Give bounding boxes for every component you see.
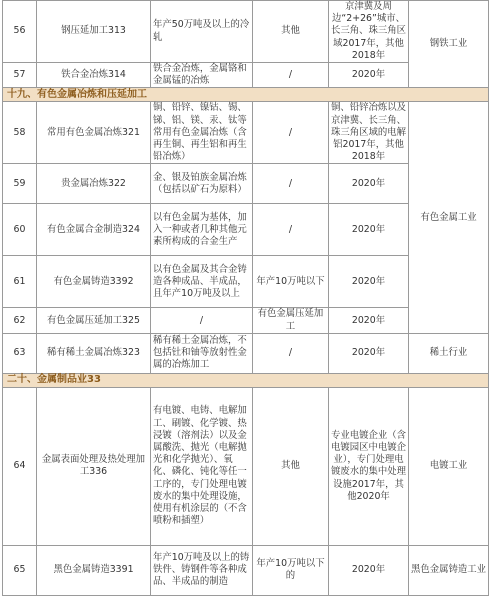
simplified-management-scope: /: [253, 63, 329, 88]
simplified-management-scope: /: [253, 164, 329, 204]
industry-name: 有色金属合金制造324: [37, 204, 151, 256]
industry-category: 电镀工业: [409, 387, 489, 545]
row-number: 57: [3, 63, 37, 88]
deadline: 专业电镀企业（含电镀园区中电镀企业），专门处理电镀废水的集中处理设施2017年，其他2020年: [329, 387, 409, 545]
deadline: 京津冀及周边“2+26”城市、长三角、珠三角区域2017年，其他2018年: [329, 1, 409, 63]
deadline: 2020年: [329, 333, 409, 373]
industry-category: 有色金属工业: [409, 102, 489, 333]
deadline: 2020年: [329, 204, 409, 256]
key-management-scope: 年产10万吨及以上的铸铁件、铸钢件等各种成品、半成品的制造: [151, 545, 253, 595]
row-number: 59: [3, 164, 37, 204]
industry-name: 钢压延加工313: [37, 1, 151, 63]
simplified-management-scope: /: [253, 102, 329, 164]
permit-table: [2, 0, 489, 596]
industry-name: 有色金属铸造3392: [37, 256, 151, 308]
table-row: [3, 102, 489, 164]
industry-name: 常用有色金属冶炼321: [37, 102, 151, 164]
industry-name: 贵金属冶炼322: [37, 164, 151, 204]
simplified-management-scope: 年产10万吨以下: [253, 256, 329, 308]
table-row: [3, 1, 489, 63]
key-management-scope: /: [151, 308, 253, 333]
table-row: [3, 545, 489, 595]
row-number: 58: [3, 102, 37, 164]
table-row: [3, 333, 489, 373]
industry-category: 黑色金属铸造工业: [409, 545, 489, 595]
key-management-scope: 以有色金属为基体，加入一种或者几种其他元素所构成的合金生产: [151, 204, 253, 256]
industry-name: 铁合金冶炼314: [37, 63, 151, 88]
row-number: 56: [3, 1, 37, 63]
deadline: 2020年: [329, 164, 409, 204]
industry-name: 稀有稀土金属冶炼323: [37, 333, 151, 373]
row-number: 62: [3, 308, 37, 333]
industry-name: 有色金属压延加工325: [37, 308, 151, 333]
simplified-management-scope: /: [253, 204, 329, 256]
table-row: [3, 387, 489, 545]
deadline: 2020年: [329, 308, 409, 333]
section-title: 十九、有色金属冶炼和压延加工: [3, 88, 489, 102]
row-number: 64: [3, 387, 37, 545]
deadline: 2020年: [329, 256, 409, 308]
row-number: 60: [3, 204, 37, 256]
row-number: 65: [3, 545, 37, 595]
key-management-scope: 稀有稀土金属冶炼，不包括钍和铀等放射性金属的冶炼加工: [151, 333, 253, 373]
section-header-row: [3, 373, 489, 387]
row-number: 63: [3, 333, 37, 373]
simplified-management-scope: 有色金属压延加工: [253, 308, 329, 333]
key-management-scope: 年产50万吨及以上的冷轧: [151, 1, 253, 63]
section-header-row: [3, 88, 489, 102]
industry-category: 钢铁工业: [409, 1, 489, 88]
section-title: 二十、金属制品业33: [3, 373, 489, 387]
deadline: 2020年: [329, 545, 409, 595]
key-management-scope: 铁合金冶炼，金属铬和金属锰的冶炼: [151, 63, 253, 88]
deadline: 铜、铅锌冶炼以及京津冀、长三角、珠三角区域的电解铝2017年，其他2018年: [329, 102, 409, 164]
simplified-management-scope: 年产10万吨以下的: [253, 545, 329, 595]
industry-category: 稀土行业: [409, 333, 489, 373]
row-number: 61: [3, 256, 37, 308]
deadline: 2020年: [329, 63, 409, 88]
simplified-management-scope: 其他: [253, 387, 329, 545]
key-management-scope: 金、银及铂族金属冶炼（包括以矿石为原料）: [151, 164, 253, 204]
industry-name: 黑色金属铸造3391: [37, 545, 151, 595]
key-management-scope: 有电镀、电铸、电解加工、刷镀、化学镀、热浸镀（溶剂法）以及金属酸洗、抛光（电解抛光和化学抛光）、氧化、磷化、钝化等任一工序的，专门处理电镀废水的集中处理设施，使用有机涂层的（不含喷粉和插塑）: [151, 387, 253, 545]
simplified-management-scope: /: [253, 333, 329, 373]
key-management-scope: 铜、铅锌、镍钴、锡、锑、铝、镁、汞、钛等常用有色金属冶炼（含再生铜、再生铝和再生铅冶炼）: [151, 102, 253, 164]
industry-name: 金属表面处理及热处理加工336: [37, 387, 151, 545]
simplified-management-scope: 其他: [253, 1, 329, 63]
key-management-scope: 以有色金属及其合金铸造各种成品、半成品，且年产10万吨及以上: [151, 256, 253, 308]
